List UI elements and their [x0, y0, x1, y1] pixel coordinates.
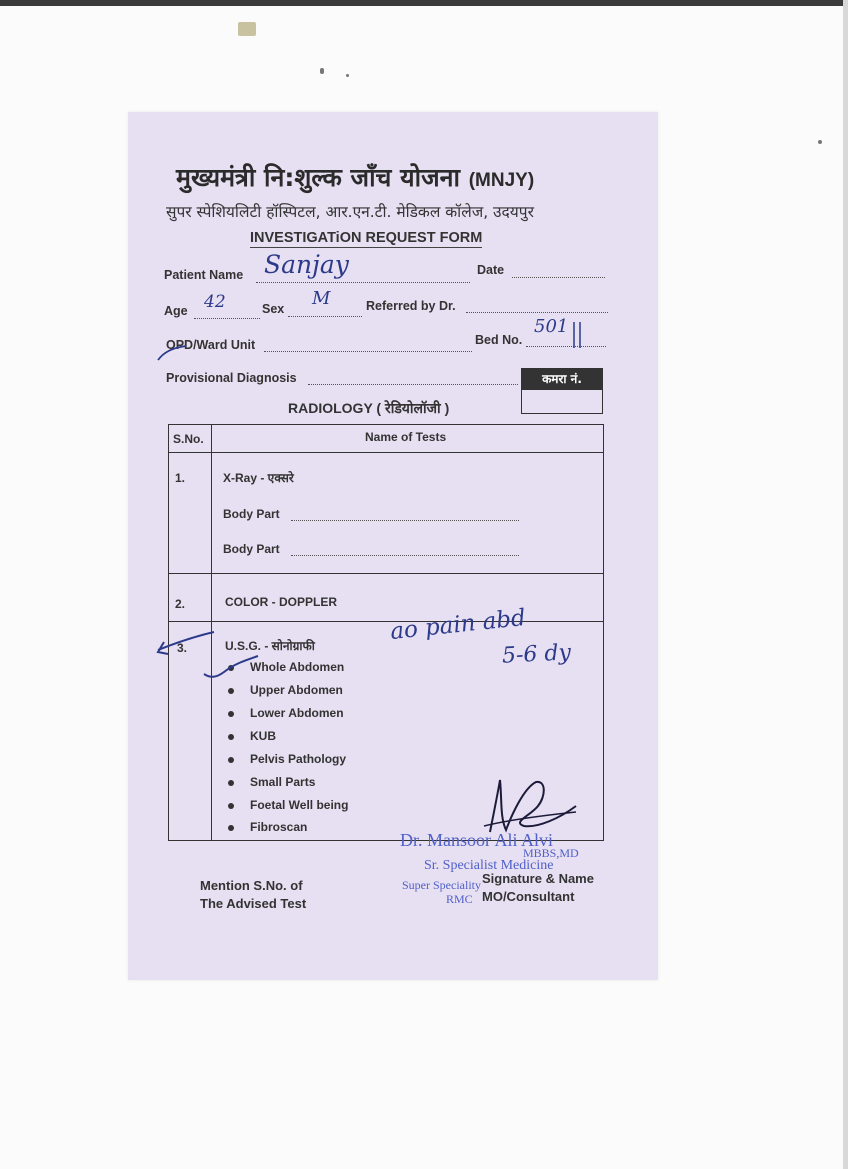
- age-value: 42: [204, 292, 226, 312]
- sex-value: M: [312, 288, 331, 309]
- tick-mark-usg: [158, 632, 214, 650]
- doctor-stamp-department: Super Speciality: [402, 878, 481, 892]
- tick-mark-whole-abdomen: [204, 656, 258, 677]
- row-2-test-name: COLOR - DOPPLER: [225, 595, 338, 609]
- usg-item-small-parts: Small Parts: [250, 775, 316, 789]
- scan-right-edge: [843, 0, 848, 1169]
- table-header-tests: Name of Tests: [365, 430, 447, 444]
- row-3-sno: 3.: [177, 641, 188, 655]
- form-title: INVESTIGATiON REQUEST FORM: [250, 230, 483, 246]
- patient-name-value: Sanjay: [264, 250, 349, 279]
- footer-instruction-line-1: Mention S.No. of: [200, 878, 303, 893]
- usg-item-pelvis-pathology: Pelvis Pathology: [250, 752, 347, 766]
- doctor-stamp-rmc: RMC: [446, 892, 473, 906]
- usg-item-upper-abdomen: Upper Abdomen: [250, 683, 343, 697]
- room-number-label: कमरा नं.: [522, 369, 602, 390]
- handwritten-note-line-1: ao pain abd: [389, 604, 527, 646]
- usg-item-kub: KUB: [250, 729, 276, 743]
- row-1-test-name: X-Ray - एक्सरे: [223, 471, 294, 485]
- opd-ward-strike: [158, 346, 186, 360]
- sex-label: Sex: [262, 302, 285, 316]
- table-header-sno: S.No.: [173, 432, 204, 446]
- signature-caption-line-2: MO/Consultant: [482, 889, 575, 904]
- usg-item-lower-abdomen: Lower Abdomen: [250, 706, 344, 720]
- scheme-title-abbr: (MNJY): [468, 170, 535, 191]
- doctor-stamp-name: Dr. Mansoor Ali Alvi: [400, 830, 554, 850]
- footer-instruction-line-2: The Advised Test: [200, 896, 307, 911]
- doctor-stamp-designation: Sr. Specialist Medicine: [424, 858, 554, 873]
- date-label: Date: [477, 263, 505, 277]
- row-3-test-name: U.S.G. - सोनोग्राफी: [225, 639, 315, 653]
- bed-no-label: Bed No.: [475, 333, 523, 347]
- row-1-body-part-label: Body Part: [223, 507, 280, 521]
- provisional-diagnosis-label: Provisional Diagnosis: [166, 371, 297, 385]
- patient-name-label: Patient Name: [164, 268, 244, 282]
- row-1-sno: 1.: [175, 471, 186, 485]
- ink-strokes: [128, 112, 658, 980]
- scan-top-edge: [0, 0, 848, 6]
- opd-ward-label: OPD/Ward Unit: [166, 338, 256, 352]
- usg-item-fibroscan: Fibroscan: [250, 820, 308, 834]
- dust-speck: [238, 22, 256, 36]
- scheme-title-hindi: मुख्यमंत्री नि:शुल्क जाँच योजना: [176, 163, 461, 192]
- dust-speck: [320, 68, 324, 74]
- radiology-section-title: RADIOLOGY ( रेडियोलॉजी ): [288, 400, 450, 416]
- investigation-request-form: [128, 112, 658, 980]
- doctor-stamp-degree: MBBS,MD: [523, 846, 579, 860]
- bed-number-flourish: [574, 322, 580, 348]
- row-2-sno: 2.: [175, 597, 186, 611]
- handwritten-note-line-2: 5-6 dy: [501, 640, 572, 669]
- age-label: Age: [164, 304, 188, 318]
- hospital-subtitle: सुपर स्पेशियलिटी हॉस्पिटल, आर.एन.टी. मेडिकल कॉलेज, उदयपुर: [166, 203, 534, 221]
- usg-item-foetal-well-being: Foetal Well being: [250, 798, 349, 812]
- dust-speck: [818, 140, 822, 144]
- dust-speck: [346, 74, 349, 77]
- bed-no-value: 501: [534, 316, 569, 337]
- referred-by-label: Referred by Dr.: [366, 299, 456, 313]
- signature-scribble: [490, 780, 576, 832]
- row-1-body-part-label: Body Part: [223, 542, 280, 556]
- usg-item-whole-abdomen: Whole Abdomen: [250, 660, 345, 674]
- signature-caption-line-1: Signature & Name: [482, 871, 594, 886]
